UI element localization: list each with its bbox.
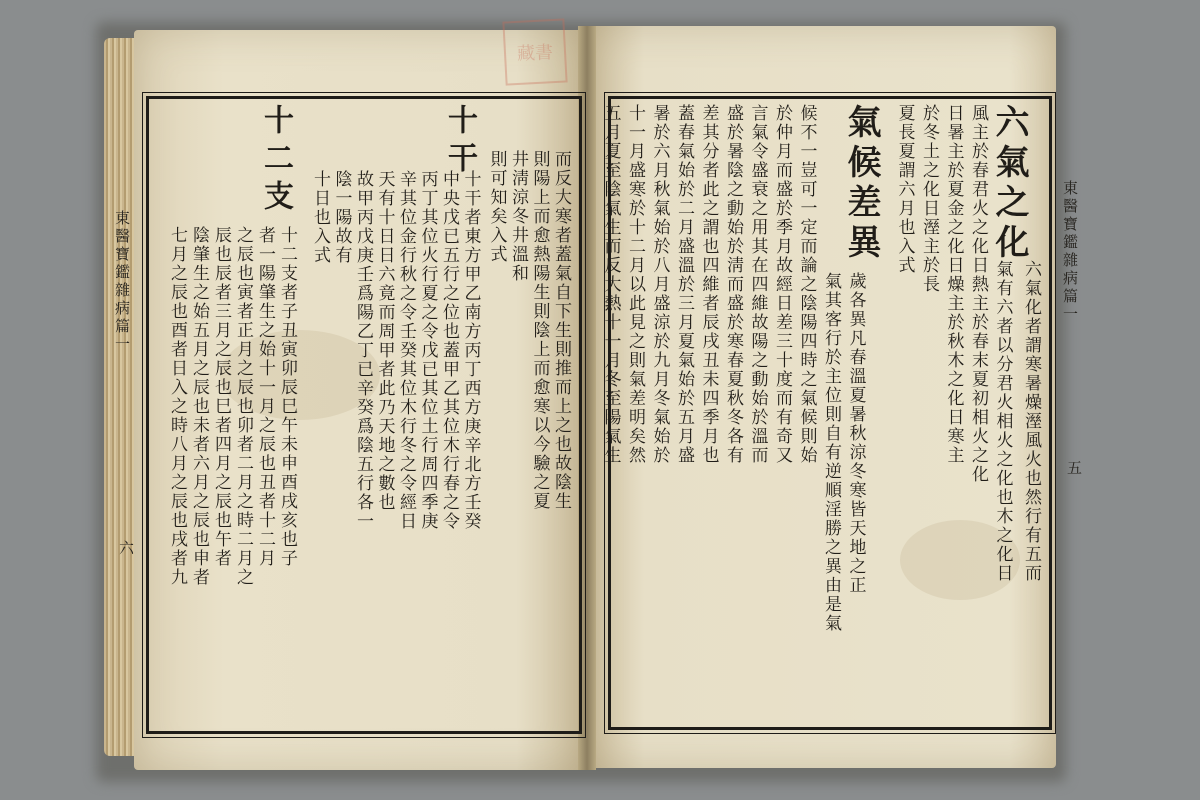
text-column: 則可知矣入式 [486,150,507,264]
text-column: 十干者東方甲乙南方丙丁西方庚辛北方壬癸 [460,170,481,531]
text-column: 差其分者此之謂也四維者辰戌丑未四季月也 [698,104,719,465]
text-column: 之辰也寅者正月之辰也卯者二月之時二月之 [233,226,253,587]
text-column: 則陽上而愈熱陽生則陰上而愈寒以今驗之夏 [529,150,550,511]
text-column: 六氣化者謂寒暑燥溼風火也然行有五而 [1021,260,1041,583]
text-column: 故甲丙戊庚壬爲陽乙丁已辛癸爲陰五行各一 [353,170,373,531]
heading-climate-difference: 氣候差異 [841,104,881,264]
text-column: 中央戊已五行之位也蓋甲乙其位木行春之令 [439,170,459,531]
text-column: 蓋春氣始於二月盛溫於三月夏氣始於五月盛 [674,104,694,465]
text-column: 風主於春君火之化日熱主於春末夏初相火之化 [968,104,988,484]
right-fold-number: 五 [1065,460,1083,475]
text-column: 於仲月而盛於季月故經日差三十度而有奇又 [772,104,792,465]
text-column: 夏長夏謂六月也入式 [894,104,915,275]
text-column: 十二支者子丑寅卯辰巳午未申酉戌亥也子 [277,226,297,568]
text-column: 歲各異凡春溫夏暑秋涼冬寒皆天地之正 [845,272,866,595]
text-column: 氣有六者以分君火相火之化也木之化日 [992,260,1013,583]
left-margin-title: 東醫寶鑑雜病篇一 [113,210,131,354]
text-column: 盛於暑陰之動始於淸而盛於寒春夏秋冬各有 [723,104,743,465]
text-column: 十一月盛寒於十二月以此見之則氣差明矣然 [625,104,645,465]
text-column: 陰一陽故有 [331,170,352,265]
heading-ten-stems: 十干 [442,104,477,180]
heading-six-qi: 六氣之化 [989,104,1029,264]
text-column: 井淸涼冬井溫和 [508,150,528,283]
text-column: 五月夏至陰氣生而反大熱十一月冬至陽氣生 [600,104,621,465]
text-column: 十日也入式 [310,170,330,265]
seal-text: 藏書 [516,42,554,65]
text-column: 陰肇生之始五月之辰也未者六月之辰也申者 [189,226,209,587]
library-seal [502,18,567,85]
text-column: 辰也辰者三月之辰也巳者四月之辰也午者 [211,226,231,568]
text-column: 暑於六月秋氣始於八月盛涼於九月冬氣始於 [649,104,670,465]
heading-twelve-branches: 十二支 [258,104,293,218]
text-column: 辛其位金行秋之令壬癸其位木行冬之令經日 [396,170,416,531]
right-margin-title: 東醫寶鑑雜病篇一 [1061,180,1079,324]
text-column: 日暑主於夏金之化日燥主於秋木之化日寒主 [943,104,964,465]
text-column: 者一陽肇生之始十一月之辰也丑者十二月 [255,226,275,568]
text-column: 丙丁其位火行夏之令戊已其位土行周四季庚 [417,170,438,531]
left-fold-number: 六 [117,540,135,555]
text-column: 言氣令盛衰之用其在四維故陽之動始於溫而 [747,104,768,465]
text-column: 七月之辰也酉者日入之時八月之辰也戌者九 [167,226,187,587]
text-column: 氣其客行於主位則自有逆順淫勝之異由是氣 [821,272,841,633]
text-column: 候不一豈可一定而論之陰陽四時之氣候則始 [796,104,817,465]
text-column: 於冬土之化日溼主於長 [919,104,939,294]
page-edges [104,38,138,756]
text-column: 天有十日日六竟而周甲者此乃天地之數也 [374,170,395,512]
text-column: 而反大寒者蓋氣自下生則推而上之也故陰生 [551,150,571,511]
